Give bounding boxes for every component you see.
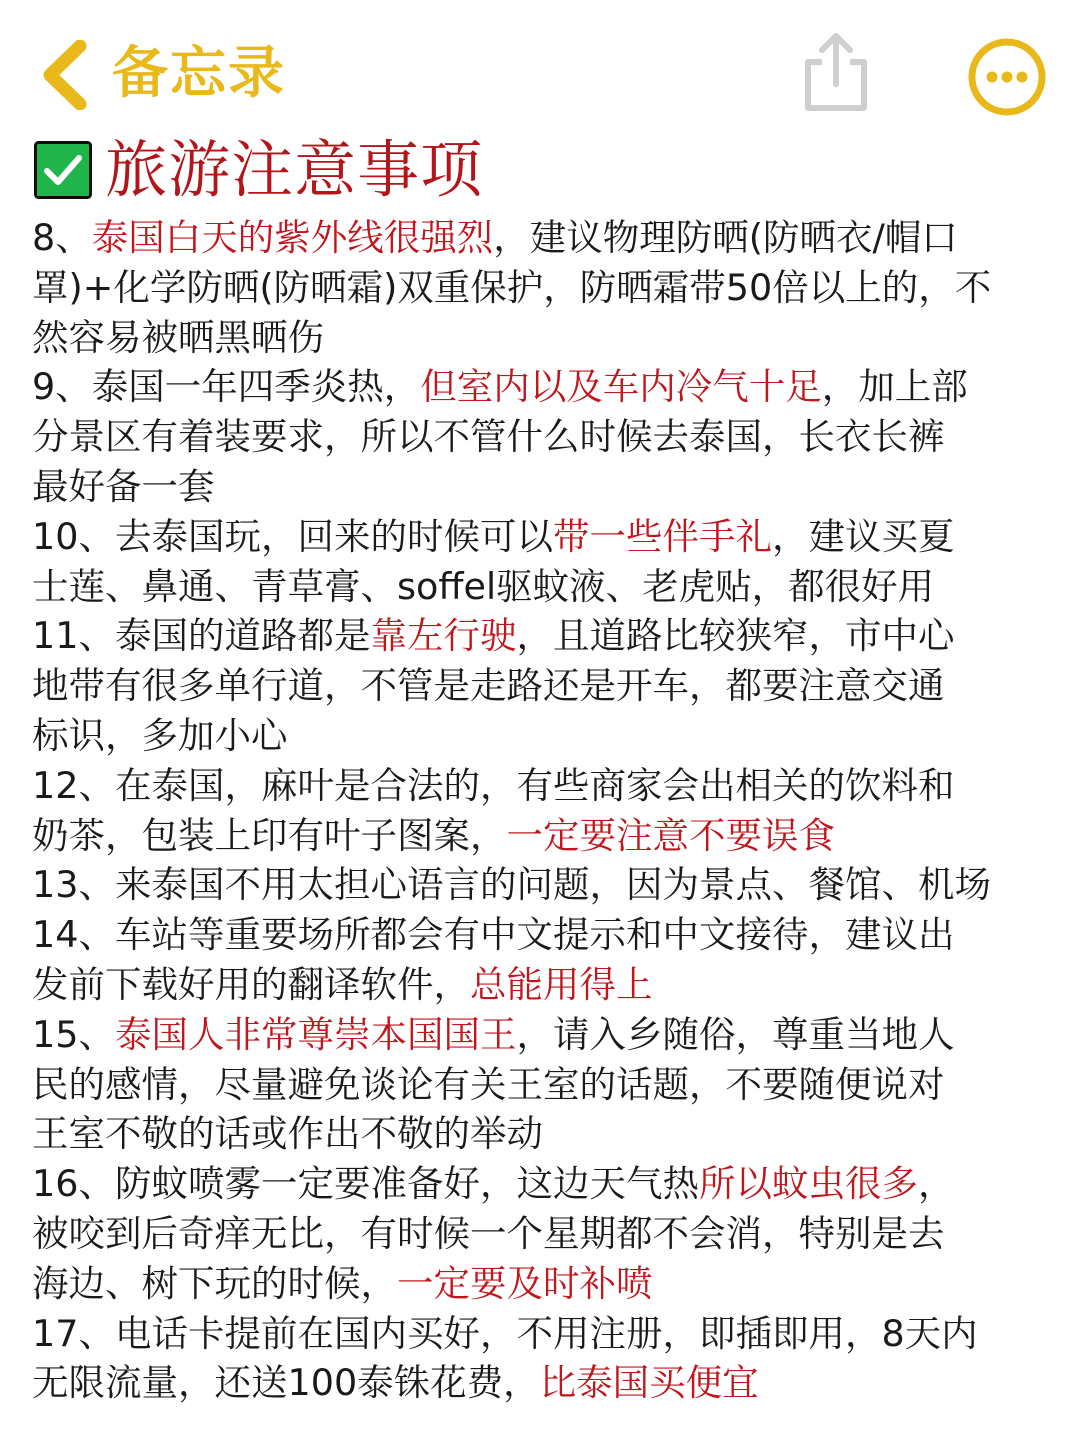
body-text: ，请入乡随俗，尊重当地人 <box>516 1012 955 1056</box>
note-line <box>32 910 1056 960</box>
body-text: 9、泰国一年四季炎热， <box>32 365 421 409</box>
checkbox-checked-icon <box>34 141 92 199</box>
note-line <box>32 661 1056 711</box>
body-text: 15、 <box>32 1012 115 1056</box>
more-icon[interactable] <box>966 36 1048 118</box>
body-text: 标识，多加小心 <box>32 713 288 757</box>
note-body[interactable] <box>32 213 1056 1408</box>
note-line <box>32 1259 1056 1309</box>
note-line <box>32 611 1056 661</box>
body-text: 民的感情，尽量避免谈论有关王室的话题，不要随便说对 <box>32 1062 945 1106</box>
note-line <box>32 1209 1056 1259</box>
back-label[interactable]: 备忘录 <box>112 41 286 106</box>
body-text: 然容易被晒黑晒伤 <box>32 315 324 359</box>
note-line <box>32 1060 1056 1110</box>
highlighted-text: 靠左行驶 <box>370 614 517 658</box>
top-bar <box>0 0 1080 130</box>
note-line <box>32 960 1056 1010</box>
body-text: 分景区有着装要求，所以不管什么时候去泰国，长衣长裤 <box>32 415 945 459</box>
highlighted-text: 一定要注意不要误食 <box>506 813 835 857</box>
body-text: 被咬到后奇痒无比，有时候一个星期都不会消，特别是去 <box>32 1211 945 1255</box>
highlighted-text: 带一些伴手礼 <box>552 514 772 558</box>
note-title-row <box>34 134 483 206</box>
body-text: 士莲、鼻通、青草膏、soffel驱蚊液、老虎贴，都很好用 <box>32 564 935 608</box>
note-line <box>32 761 1056 811</box>
body-text: 无限流量，还送100泰铢花费， <box>32 1361 540 1405</box>
note-line <box>32 213 1056 263</box>
note-line <box>32 512 1056 562</box>
note-line <box>32 1010 1056 1060</box>
body-text: 12、在泰国，麻叶是合法的，有些商家会出相关的饮料和 <box>32 763 955 807</box>
body-text: 最好备一套 <box>32 464 215 508</box>
note-line <box>32 562 1056 612</box>
body-text: 地带有很多单行道，不管是走路还是开车，都要注意交通 <box>32 664 945 708</box>
body-text: ，且道路比较狭窄，市中心 <box>516 614 955 658</box>
highlighted-text: 但室内以及车内冷气十足 <box>420 365 822 409</box>
highlighted-text: 泰国白天的紫外线很强烈 <box>91 216 494 259</box>
body-text: ，建议物理防晒(防晒衣/帽口 <box>493 216 958 259</box>
body-text: 17、电话卡提前在国内买好，不用注册，即插即用，8天内 <box>32 1311 978 1355</box>
page-title: 旅游注意事项 <box>105 133 484 206</box>
note-line <box>32 263 1056 313</box>
note-line <box>32 462 1056 512</box>
body-text: 罩)+化学防晒(防晒霜)双重保护，防晒霜带50倍以上的，不 <box>32 265 992 309</box>
share-icon[interactable] <box>798 28 874 114</box>
note-line <box>32 860 1056 910</box>
highlighted-text: 所以蚊虫很多 <box>698 1162 918 1206</box>
note-line <box>32 711 1056 761</box>
note-line <box>32 412 1056 462</box>
body-text: 8、 <box>32 216 92 259</box>
highlighted-text: 总能用得上 <box>470 962 653 1006</box>
body-text: 发前下载好用的翻译软件， <box>32 962 470 1006</box>
body-text: ，加上部 <box>821 365 968 409</box>
body-text: 海边、树下玩的时候， <box>32 1261 397 1305</box>
highlighted-text: 一定要及时补喷 <box>397 1261 653 1305</box>
note-line <box>32 1109 1056 1159</box>
note-line <box>32 1309 1056 1359</box>
note-line <box>32 1358 1056 1408</box>
body-text: 11、泰国的道路都是 <box>32 614 371 658</box>
body-text: 王室不敬的话或作出不敬的举动 <box>32 1112 543 1156</box>
body-text: ， <box>917 1162 955 1206</box>
highlighted-text: 泰国人非常尊崇本国国王 <box>114 1012 517 1056</box>
note-line <box>32 811 1056 861</box>
body-text: 奶茶，包装上印有叶子图案， <box>32 813 507 857</box>
note-line <box>32 362 1056 412</box>
body-text: 10、去泰国玩，回来的时候可以 <box>32 514 553 558</box>
body-text: 13、来泰国不用太担心语言的问题，因为景点、餐馆、机场 <box>32 863 991 907</box>
highlighted-text: 比泰国买便宜 <box>539 1361 759 1405</box>
body-text: ，建议买夏 <box>771 514 955 558</box>
body-text: 14、车站等重要场所都会有中文提示和中文接待，建议出 <box>32 913 955 957</box>
note-line <box>32 313 1056 363</box>
chevron-left-icon[interactable] <box>36 40 96 110</box>
note-line <box>32 1159 1056 1209</box>
body-text: 16、防蚊喷雾一定要准备好，这边天气热 <box>32 1162 699 1206</box>
